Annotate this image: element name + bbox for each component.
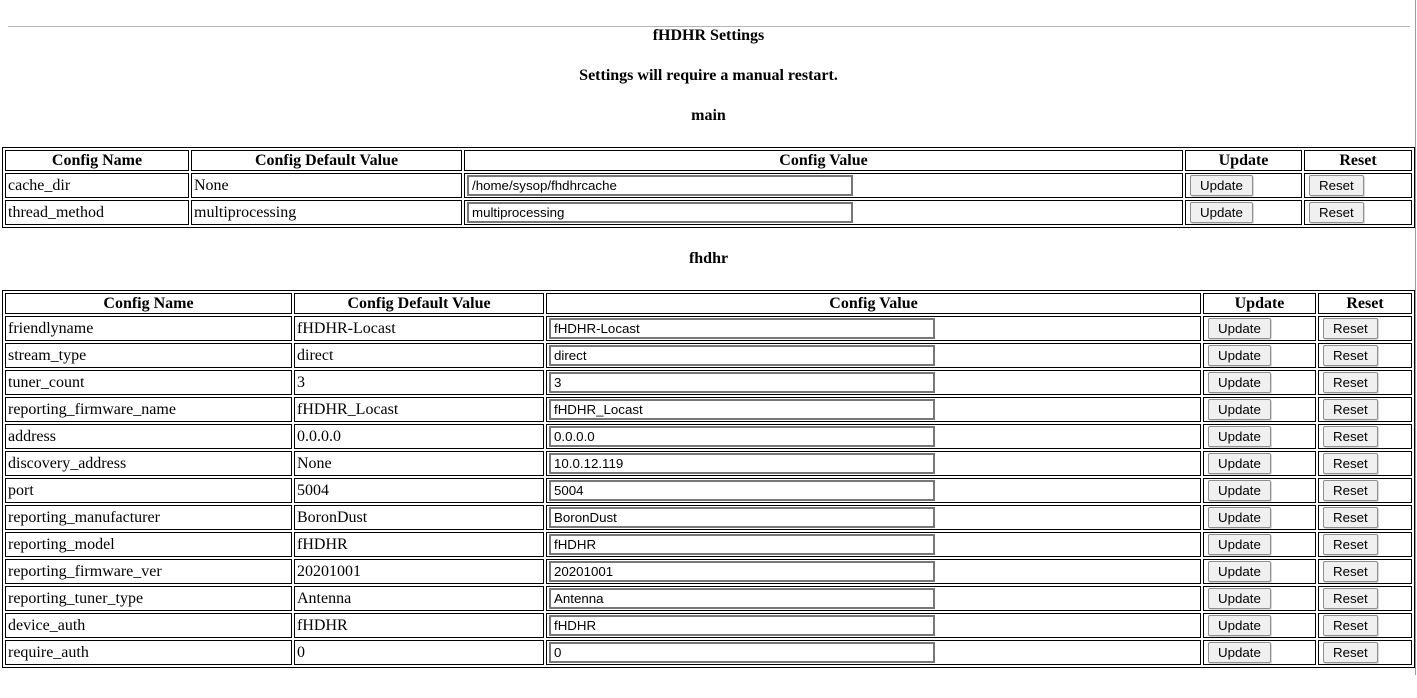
config-default-cell: 0.0.0.0	[294, 424, 544, 449]
settings-page	[2, 27, 1415, 668]
update-cell	[1203, 370, 1316, 395]
config-name-cell: thread_method	[5, 200, 189, 225]
config-row	[5, 316, 1412, 341]
reset-cell	[1304, 200, 1412, 225]
config-name-cell: address	[5, 424, 292, 449]
restart-notice: Settings will require a manual restart.	[579, 67, 838, 84]
config-name-cell: stream_type	[5, 343, 292, 368]
config-value-cell	[546, 532, 1201, 557]
reset-cell	[1304, 173, 1412, 198]
config-value-input[interactable]	[549, 561, 935, 582]
update-cell	[1203, 640, 1316, 665]
update-button[interactable]: Update	[1208, 561, 1271, 582]
config-value-input[interactable]	[549, 588, 935, 609]
config-value-input[interactable]	[549, 615, 935, 636]
config-name-cell: device_auth	[5, 613, 292, 638]
column-header-config-value: Config Value	[464, 150, 1183, 171]
config-name-cell: require_auth	[5, 640, 292, 665]
config-value-input[interactable]	[549, 345, 935, 366]
column-header-reset: Reset	[1318, 293, 1412, 314]
config-default-cell: 20201001	[294, 559, 544, 584]
config-value-input[interactable]	[549, 372, 935, 393]
reset-cell	[1318, 559, 1412, 584]
config-value-cell	[546, 559, 1201, 584]
update-button[interactable]: Update	[1208, 318, 1271, 339]
config-value-input[interactable]	[549, 318, 935, 339]
config-value-cell	[464, 200, 1183, 225]
update-cell	[1203, 316, 1316, 341]
config-row	[5, 640, 1412, 665]
column-header-update: Update	[1185, 150, 1302, 171]
update-button[interactable]: Update	[1190, 202, 1253, 223]
update-cell	[1203, 532, 1316, 557]
config-value-input[interactable]	[549, 480, 935, 501]
config-default-cell: None	[191, 173, 462, 198]
config-name-cell: friendlyname	[5, 316, 292, 341]
config-name-cell: reporting_model	[5, 532, 292, 557]
reset-cell	[1318, 451, 1412, 476]
update-cell	[1203, 505, 1316, 530]
config-value-cell	[546, 613, 1201, 638]
update-cell	[1185, 173, 1302, 198]
config-value-input[interactable]	[549, 642, 935, 663]
config-row	[5, 532, 1412, 557]
reset-cell	[1318, 532, 1412, 557]
config-default-cell: 3	[294, 370, 544, 395]
reset-cell	[1318, 478, 1412, 503]
config-default-cell: 0	[294, 640, 544, 665]
update-button[interactable]: Update	[1208, 534, 1271, 555]
config-row	[5, 559, 1412, 584]
column-header-config-value: Config Value	[546, 293, 1201, 314]
section-main	[2, 107, 1415, 228]
reset-cell	[1318, 613, 1412, 638]
table-header-row	[5, 150, 1412, 171]
column-header-reset: Reset	[1304, 150, 1412, 171]
window-top-edge	[8, 26, 1410, 27]
reset-button[interactable]: Reset	[1323, 426, 1378, 447]
update-button[interactable]: Update	[1208, 480, 1271, 501]
update-button[interactable]: Update	[1208, 372, 1271, 393]
config-name-cell: reporting_firmware_ver	[5, 559, 292, 584]
config-value-input[interactable]	[467, 202, 853, 223]
reset-button[interactable]: Reset	[1323, 615, 1378, 636]
config-name-cell: reporting_manufacturer	[5, 505, 292, 530]
config-value-input[interactable]	[549, 534, 935, 555]
page-title: fHDHR Settings	[652, 27, 765, 44]
config-row	[5, 397, 1412, 422]
update-cell	[1203, 613, 1316, 638]
update-button[interactable]: Update	[1190, 175, 1253, 196]
reset-button[interactable]: Reset	[1323, 507, 1378, 528]
reset-button[interactable]: Reset	[1323, 480, 1378, 501]
column-header-config-default: Config Default Value	[294, 293, 544, 314]
reset-button[interactable]: Reset	[1323, 399, 1378, 420]
config-default-cell: fHDHR_Locast	[294, 397, 544, 422]
update-button[interactable]: Update	[1208, 399, 1271, 420]
update-button[interactable]: Update	[1208, 642, 1271, 663]
config-value-cell	[546, 370, 1201, 395]
config-value-input[interactable]	[549, 453, 935, 474]
column-header-config-default: Config Default Value	[191, 150, 462, 171]
config-value-cell	[546, 586, 1201, 611]
reset-button[interactable]: Reset	[1323, 453, 1378, 474]
config-default-cell: fHDHR-Locast	[294, 316, 544, 341]
reset-button[interactable]: Reset	[1323, 642, 1378, 663]
config-name-cell: cache_dir	[5, 173, 189, 198]
config-default-cell: Antenna	[294, 586, 544, 611]
update-button[interactable]: Update	[1208, 345, 1271, 366]
config-value-cell	[546, 451, 1201, 476]
config-name-cell: reporting_firmware_name	[5, 397, 292, 422]
config-row	[5, 451, 1412, 476]
section-heading-fhdhr: fhdhr	[688, 250, 729, 267]
config-default-cell: multiprocessing	[191, 200, 462, 225]
config-value-cell	[546, 397, 1201, 422]
reset-cell	[1318, 505, 1412, 530]
config-row	[5, 370, 1412, 395]
reset-cell	[1318, 640, 1412, 665]
update-button[interactable]: Update	[1208, 588, 1271, 609]
config-value-input[interactable]	[549, 399, 935, 420]
config-value-cell	[546, 316, 1201, 341]
config-row	[5, 505, 1412, 530]
reset-cell	[1318, 424, 1412, 449]
reset-cell	[1318, 397, 1412, 422]
update-cell	[1203, 451, 1316, 476]
config-table-main	[2, 147, 1415, 228]
update-cell	[1203, 559, 1316, 584]
update-cell	[1203, 397, 1316, 422]
config-value-input[interactable]	[549, 507, 935, 528]
config-table-fhdhr	[2, 290, 1415, 668]
config-name-cell: reporting_tuner_type	[5, 586, 292, 611]
config-name-cell: port	[5, 478, 292, 503]
reset-button[interactable]: Reset	[1323, 345, 1378, 366]
config-default-cell: fHDHR	[294, 532, 544, 557]
reset-button[interactable]: Reset	[1323, 534, 1378, 555]
reset-cell	[1318, 343, 1412, 368]
section-fhdhr	[2, 250, 1415, 668]
update-cell	[1203, 478, 1316, 503]
config-default-cell: 5004	[294, 478, 544, 503]
update-button[interactable]: Update	[1208, 453, 1271, 474]
config-default-cell: direct	[294, 343, 544, 368]
update-cell	[1185, 200, 1302, 225]
config-value-cell	[546, 424, 1201, 449]
reset-button[interactable]: Reset	[1309, 202, 1364, 223]
update-cell	[1203, 424, 1316, 449]
config-row	[5, 173, 1412, 198]
config-value-input[interactable]	[549, 426, 935, 447]
config-row	[5, 424, 1412, 449]
column-header-update: Update	[1203, 293, 1316, 314]
config-row	[5, 613, 1412, 638]
config-value-cell	[546, 640, 1201, 665]
window-right-edge	[1415, 0, 1416, 675]
config-name-cell: discovery_address	[5, 451, 292, 476]
update-cell	[1203, 586, 1316, 611]
reset-button[interactable]: Reset	[1309, 175, 1364, 196]
update-button[interactable]: Update	[1208, 615, 1271, 636]
config-default-cell: fHDHR	[294, 613, 544, 638]
config-name-cell: tuner_count	[5, 370, 292, 395]
config-value-input[interactable]	[467, 175, 853, 196]
config-value-cell	[464, 173, 1183, 198]
config-value-cell	[546, 343, 1201, 368]
config-value-cell	[546, 505, 1201, 530]
column-header-config-name: Config Name	[5, 150, 189, 171]
reset-button[interactable]: Reset	[1323, 588, 1378, 609]
update-button[interactable]: Update	[1208, 507, 1271, 528]
config-row	[5, 586, 1412, 611]
config-row	[5, 478, 1412, 503]
reset-cell	[1318, 370, 1412, 395]
reset-cell	[1318, 586, 1412, 611]
config-row	[5, 343, 1412, 368]
column-header-config-name: Config Name	[5, 293, 292, 314]
reset-button[interactable]: Reset	[1323, 318, 1378, 339]
update-cell	[1203, 343, 1316, 368]
config-default-cell: None	[294, 451, 544, 476]
reset-cell	[1318, 316, 1412, 341]
config-default-cell: BoronDust	[294, 505, 544, 530]
reset-button[interactable]: Reset	[1323, 561, 1378, 582]
table-header-row	[5, 293, 1412, 314]
section-heading-main: main	[691, 107, 726, 124]
reset-button[interactable]: Reset	[1323, 372, 1378, 393]
config-row	[5, 200, 1412, 225]
config-value-cell	[546, 478, 1201, 503]
update-button[interactable]: Update	[1208, 426, 1271, 447]
